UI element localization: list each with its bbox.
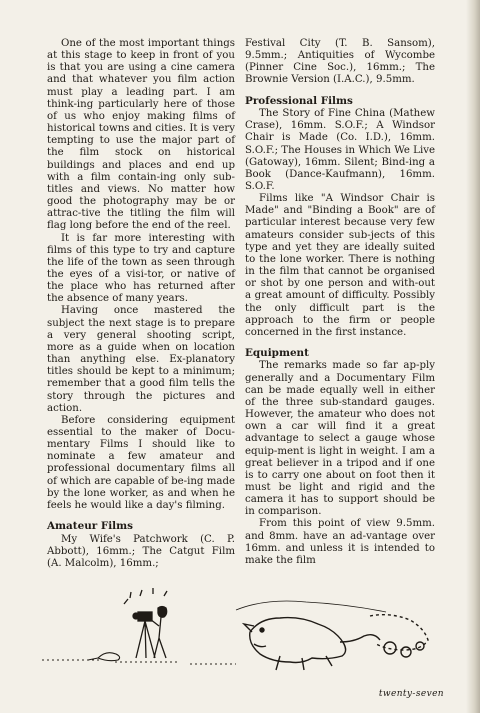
paragraph: Having once mastered the subject the next stage is to prepare a very general shooting script, more as a guide when on location than anything else. Ex-planatory titles should be kept to a minimum; remember that a good film tells the story through the pictures and action. [47,305,235,414]
paragraph: The Story of Fine China (Mathew Crase), 16mm. S.O.F.; A Windsor Chair is Made (Co. I.D.), 16mm. S.O.F.; The Houses in Which We Live (Gatoway), 16mm. Silent; Bind-ing a Book (Dance-Kaufmann), 16mm. S.O.F. [245,108,435,192]
charging-beast-icon [236,601,428,670]
section-heading-equipment: Equipment [245,347,309,359]
paragraph: One of the most important things at this stage to keep in front of you is that you are using a cine camera and that whatever you film action must play a leading part. I am think-ing particularly here of those of us who enjoy making films of historical towns and cities. It is very tempting to use the major part of the film stock on historical buildings and places and end up with a film contain-ing only sub-titles and views. No matter how good the photography may be or attrac-tive the titling the film will flag long before the end of the reel. [47,38,235,232]
page-number: twenty-seven [378,689,444,699]
paragraph: Before considering equipment essential to the maker of Docu-mentary Films I should like to nominate a few amateur and professional documentary films all of which are capable of be-ing made by the lone worker, as and when he feels he would like a day's filming. [47,414,235,511]
left-column [47,38,235,570]
filmmaker-with-tripod-icon [124,588,167,658]
small-animal-icon [88,653,120,661]
paragraph: My Wife's Patchwork (C. P. Abbott), 16mm.; The Catgut Film (A. Malcolm), 16mm.; [47,533,235,569]
cartoon-illustration [40,586,440,686]
paragraph: The remarks made so far ap-ply generally and a Documentary Film can be made equally well in either of the three sub-standard gauges. However, the amateur who does not own a car will find it a great advantage to select a gauge whose equip-ment is light in weight. I am a great believer in a tripod and if one is to carry one about on foot then it must be light and rigid and the camera it has to support should be in comparison. [245,360,435,518]
page-spine-shadow [466,0,480,713]
section-heading-professional-films: Professional Films [245,94,353,107]
right-column [245,38,435,567]
paragraph: From this point of view 9.5mm. and 8mm. have an ad-vantage over 16mm. and unless it is intended to make the film [245,518,435,566]
paragraph: It is far more interesting with films of this type to try and capture the life of the town as seen through the eyes of a visi-tor, or native of the place who has returned after the absence of many years. [47,232,235,305]
paragraph: Festival City (T. B. Sansom), 9.5mm.; Antiquities of Wycombe (Pinner Cine Soc.), 16mm.; The Brownie Version (I.A.C.), 9.5mm. [245,38,435,86]
paragraph: Films like "A Windsor Chair is Made" and "Binding a Book" are of particular interest because very few amateurs consider sub-jects of this type and yet they are ideally suited to the lone worker. There is nothing in the film that cannot be organised or shot by one person and with-out a great amount of difficulty. Possibly the only difficult part is the approach to the firm or people concerned in the first instance. [245,193,435,338]
section-heading-amateur-films: Amateur Films [47,520,133,533]
